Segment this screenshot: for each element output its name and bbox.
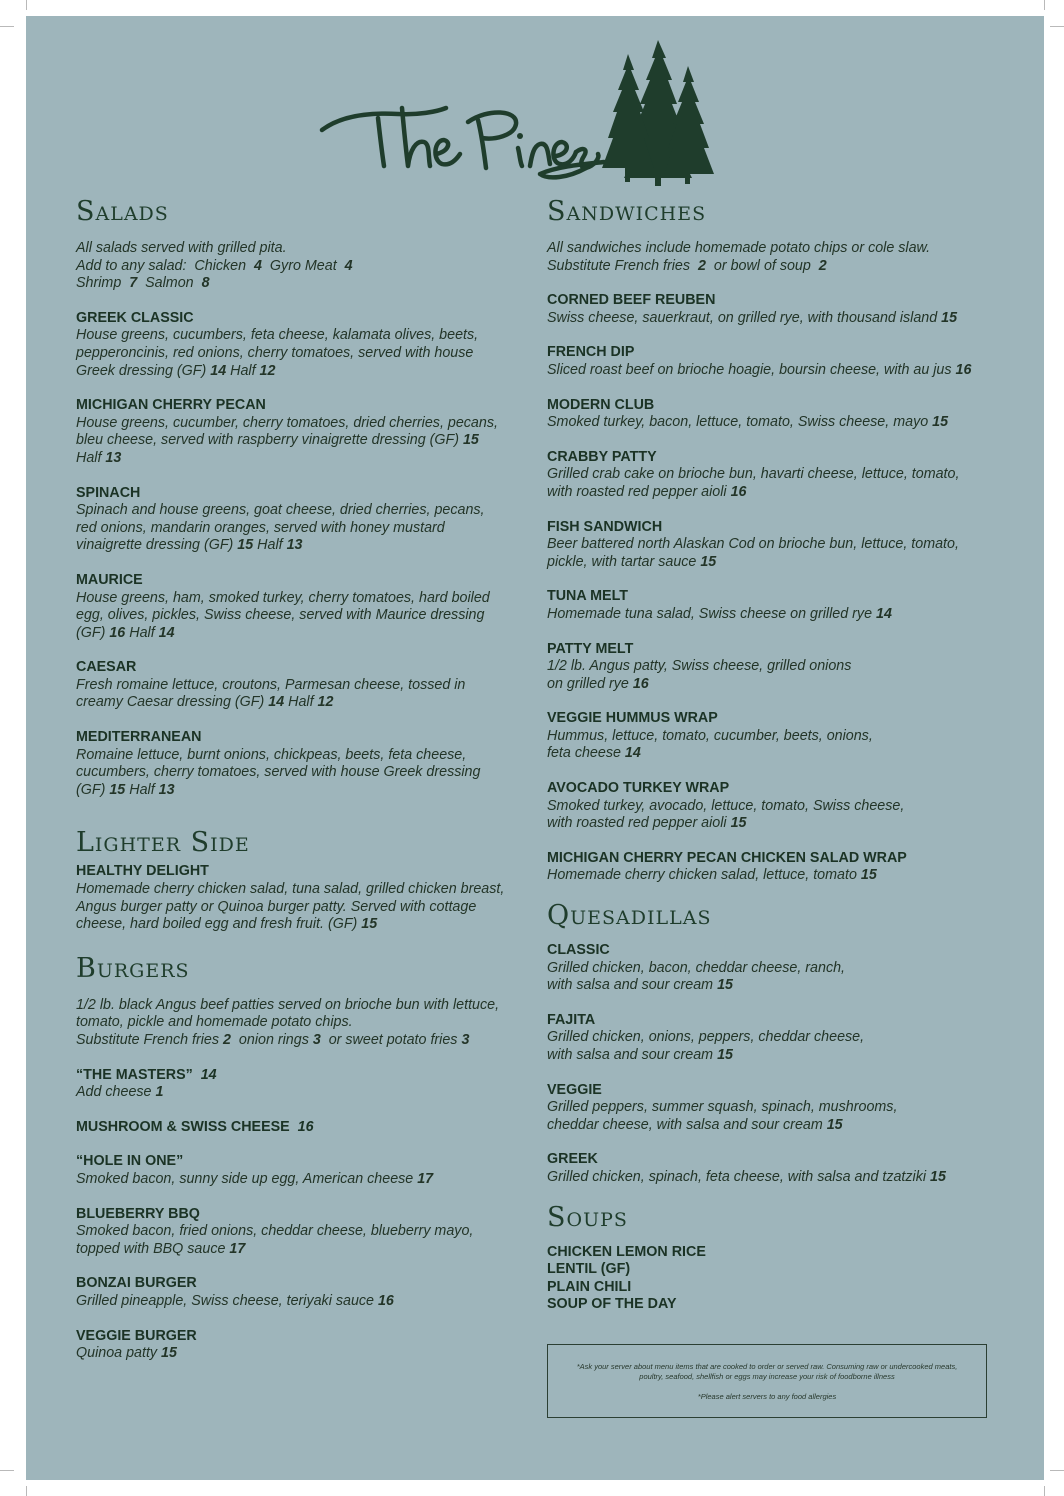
menu-item-description: Grilled peppers, summer squash, spinach, mushrooms, (547, 1099, 898, 1116)
sandwiches-list (547, 292, 987, 885)
menu-item (76, 1119, 524, 1137)
menu-item (76, 572, 524, 642)
lighter-list (76, 863, 524, 933)
soups-heading: Soups (547, 1201, 628, 1233)
menu-item-name: MICHIGAN CHERRY PECAN CHICKEN SALAD WRAP (547, 849, 907, 866)
menu-item-name: MODERN CLUB (547, 396, 655, 413)
menu-item-description: Homemade cherry chicken salad, lettuce, tomato 15 (547, 867, 877, 884)
menu-item-description: feta cheese 14 (547, 745, 641, 762)
right-column (547, 198, 987, 1314)
menu-item-name: MAURICE (76, 571, 143, 588)
menu-item-name: “THE MASTERS” 14 (76, 1066, 217, 1083)
menu-item-name: CLASSIC (547, 942, 610, 959)
menu-item-description: bleu cheese, served with raspberry vinaigrette dressing (GF) 15 (76, 432, 479, 449)
menu-item-name: TUNA MELT (547, 588, 628, 605)
menu-item-name: AVOCADO TURKEY WRAP (547, 780, 730, 797)
menu-item-name: GREEK (547, 1151, 598, 1168)
menu-item-name: MUSHROOM & SWISS CHEESE 16 (76, 1118, 314, 1135)
menu-item (547, 1012, 987, 1065)
menu-item-name: FISH SANDWICH (547, 518, 663, 535)
menu-item-description: 1/2 lb. Angus patty, Swiss cheese, grilled onions (547, 658, 852, 675)
menu-item (76, 485, 524, 555)
menu-item (76, 1206, 524, 1259)
salads-addons: Add to any salad: Chicken 4 Gyro Meat 4 (76, 257, 353, 274)
menu-item-description: Fresh romaine lettuce, croutons, Parmesan cheese, tossed in (76, 676, 466, 693)
menu-item (547, 519, 987, 572)
crop-mark (26, 0, 27, 10)
sandwiches-substitute: Substitute French fries 2 or bowl of soup 2 (547, 257, 827, 274)
menu-item-description: Smoked turkey, avocado, lettuce, tomato, Swiss cheese, (547, 797, 905, 814)
menu-item-name: VEGGIE BURGER (76, 1327, 197, 1344)
soup-item: CHICKEN LEMON RICE (547, 1243, 706, 1260)
menu-item-description: Beer battered north Alaskan Cod on brioche bun, lettuce, tomato, (547, 536, 959, 553)
salads-heading: Salads (76, 196, 169, 227)
menu-item-description: Romaine lettuce, burnt onions, chickpeas, beets, feta cheese, (76, 746, 467, 763)
menu-item-description: Grilled crab cake on brioche bun, havarti cheese, lettuce, tomato, (547, 466, 960, 483)
menu-item-description: red onions, mandarin oranges, served with honey mustard (76, 519, 445, 536)
menu-item-name: HEALTHY DELIGHT (76, 863, 209, 880)
menu-item (547, 1082, 987, 1135)
quesadillas-heading: Quesadillas (547, 900, 712, 932)
menu-item-name: VEGGIE HUMMUS WRAP (547, 710, 718, 727)
left-column (76, 198, 524, 1380)
menu-item-name: FAJITA (547, 1011, 596, 1028)
menu-item-name: CORNED BEEF REUBEN (547, 292, 716, 309)
sandwiches-intro: All sandwiches include homemade potato chips or cole slaw. Substitute French fries 2 or bowl of soup 2 (547, 240, 987, 275)
burgers-list (76, 1067, 524, 1363)
menu-item-name: VEGGIE (547, 1081, 602, 1098)
menu-item-description: Swiss cheese, sauerkraut, on grilled rye, with thousand island 15 (547, 309, 958, 326)
menu-item (76, 1153, 524, 1188)
quesadillas-list (547, 942, 987, 1187)
menu-item-description: egg, olives, pickles, Swiss cheese, served with Maurice dressing (76, 607, 485, 624)
menu-item-description: House greens, cucumbers, feta cheese, kalamata olives, beets, (76, 327, 479, 344)
burgers-intro: 1/2 lb. black Angus beef patties served on brioche bun with lettuce, tomato, pickle and homemade potato chips. Substitute French fries 2 onion rings 3 or sweet potato fries 3 (76, 997, 524, 1050)
menu-item (76, 1067, 524, 1102)
menu-item (547, 780, 987, 833)
menu-item-description: cucumbers, cherry tomatoes, served with house Greek dressing (76, 764, 481, 781)
menu-item (76, 310, 524, 380)
menu-item-description: Half 13 (76, 449, 122, 466)
menu-item-description: Smoked bacon, fried onions, cheddar cheese, blueberry mayo, (76, 1223, 474, 1240)
crop-mark (26, 1486, 27, 1496)
menu-item-description: creamy Caesar dressing (GF) 14 Half 12 (76, 694, 334, 711)
menu-item-name: SPINACH (76, 484, 141, 501)
raw-food-warning: *Ask your server about menu items that are cooked to order or served raw. Consuming raw or undercooked meats, poultry, seafood, shellfish or eggs may increase your risk of foodborne illness (576, 1362, 958, 1381)
menu-item-name: FRENCH DIP (547, 344, 635, 361)
crop-mark (1050, 26, 1064, 27)
menu-item-description: pepperoncinis, red onions, cherry tomatoes, served with house (76, 344, 474, 361)
menu-item (547, 292, 987, 327)
menu-item-description: Sliced roast beef on brioche hoagie, boursin cheese, with au jus 16 (547, 361, 972, 378)
menu-item-name: “HOLE IN ONE” (76, 1153, 184, 1170)
crop-mark (1050, 1470, 1064, 1471)
allergy-notice: *Please alert servers to any food allergies (697, 1392, 837, 1401)
sandwiches-heading: Sandwiches (547, 196, 707, 227)
menu-item-description: Hummus, lettuce, tomato, cucumber, beets, onions, (547, 727, 873, 744)
menu-item-description: Grilled chicken, bacon, cheddar cheese, ranch, (547, 959, 846, 976)
menu-item-name: BLUEBERRY BBQ (76, 1205, 200, 1222)
menu-item-name: MEDITERRANEAN (76, 729, 202, 746)
menu-item-description: Add cheese 1 (76, 1084, 164, 1101)
crop-mark (1044, 0, 1045, 10)
menu-item (547, 641, 987, 694)
menu-item-name: MICHIGAN CHERRY PECAN (76, 397, 266, 414)
menu-item-description: House greens, ham, smoked turkey, cherry tomatoes, hard boiled (76, 589, 490, 606)
menu-item-description: with roasted red pepper aioli 16 (547, 483, 747, 500)
menu-item-description: cheddar cheese, with salsa and sour cream 15 (547, 1116, 843, 1133)
menu-item-description: (GF) 16 Half 14 (76, 624, 175, 641)
menu-item (76, 863, 524, 933)
menu-item-name: CAESAR (76, 659, 137, 676)
burgers-heading: Burgers (76, 952, 190, 984)
soups-list (547, 1244, 987, 1314)
menu-item-description: Grilled pineapple, Swiss cheese, teriyaki sauce 16 (76, 1292, 394, 1309)
menu-item-name: GREEK CLASSIC (76, 309, 194, 326)
menu-item (547, 588, 987, 623)
salads-addons-2: Shrimp 7 Salmon 8 (76, 275, 210, 292)
burgers-substitute: Substitute French fries 2 onion rings 3 or sweet potato fries 3 (76, 1032, 470, 1048)
menu-item-description: Angus burger patty or Quinoa burger patty. Served with cottage (76, 898, 477, 915)
menu-item (76, 1328, 524, 1363)
crop-mark (1044, 1486, 1045, 1496)
menu-item-description: Homemade tuna salad, Swiss cheese on grilled rye 14 (547, 605, 892, 622)
menu-item-description: Quinoa patty 15 (76, 1345, 177, 1362)
menu-item (76, 397, 524, 467)
menu-item-description: Smoked bacon, sunny side up egg, American cheese 17 (76, 1170, 434, 1187)
menu-item (76, 1275, 524, 1310)
menu-item (547, 397, 987, 432)
menu-item-name: BONZAI BURGER (76, 1275, 197, 1292)
food-safety-notice (547, 1344, 987, 1418)
menu-item-description: pickle, with tartar sauce 15 (547, 553, 717, 570)
menu-item (547, 449, 987, 502)
menu-item (547, 710, 987, 763)
menu-item-description: Spinach and house greens, goat cheese, dried cherries, pecans, (76, 502, 485, 519)
menu-item-description: Grilled chicken, onions, peppers, cheddar cheese, (547, 1029, 865, 1046)
menu-item (547, 850, 987, 885)
menu-item-name: CRABBY PATTY (547, 448, 657, 465)
lighter-side-heading: Lighter Side (76, 827, 250, 859)
menu-item-description: with salsa and sour cream 15 (547, 1047, 733, 1063)
menu-item-description: (GF) 15 Half 13 (76, 781, 175, 798)
menu-item-description: with salsa and sour cream 15 (547, 977, 733, 994)
salads-list (76, 310, 524, 800)
menu-item (76, 729, 524, 799)
crop-mark (0, 26, 14, 27)
menu-item (76, 659, 524, 712)
menu-item-description: Smoked turkey, bacon, lettuce, tomato, Swiss cheese, mayo 15 (547, 414, 949, 431)
crop-mark (0, 1470, 14, 1471)
menu-item (547, 942, 987, 995)
soup-item: LENTIL (GF) (547, 1261, 631, 1278)
menu-item-description: on grilled rye 16 (547, 675, 649, 692)
salads-intro: All salads served with grilled pita. Add to any salad: Chicken 4 Gyro Meat 4 Shrimp 7 Salmon 8 (76, 240, 524, 293)
menu-item-description: topped with BBQ sauce 17 (76, 1240, 246, 1257)
menu-item-description: cheese, hard boiled egg and fresh fruit. (GF) 15 (76, 916, 378, 933)
menu-item (547, 344, 987, 379)
menu-item (547, 1151, 987, 1186)
menu-item-name: PATTY MELT (547, 640, 634, 657)
soup-item: PLAIN CHILI (547, 1278, 632, 1295)
menu-item-description: Greek dressing (GF) 14 Half 12 (76, 362, 276, 379)
soup-item: SOUP OF THE DAY (547, 1296, 677, 1313)
menu-item-description: Grilled chicken, spinach, feta cheese, with salsa and tzatziki 15 (547, 1168, 946, 1185)
menu-item-description: vinaigrette dressing (GF) 15 Half 13 (76, 537, 303, 554)
menu-item-description: with roasted red pepper aioli 15 (547, 815, 747, 832)
menu-item-description: House greens, cucumber, cherry tomatoes, dried cherries, pecans, (76, 414, 498, 431)
the-pines-logo (318, 38, 723, 188)
menu-item-description: Homemade cherry chicken salad, tuna salad, grilled chicken breast, (76, 881, 505, 898)
